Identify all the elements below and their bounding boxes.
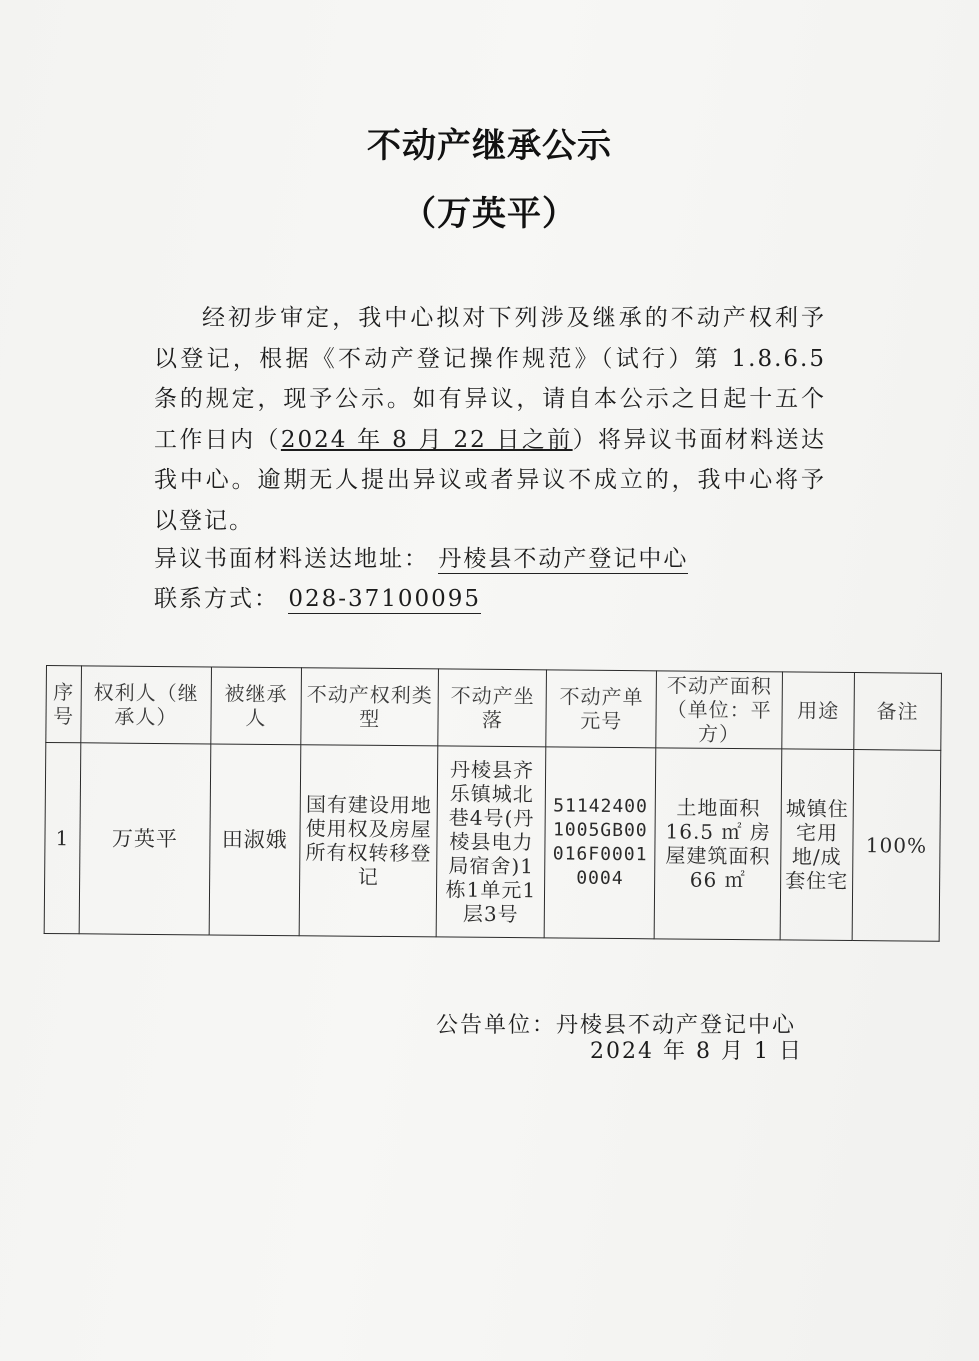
cell-usage: 城镇住宅用地/成套住宅 [780,749,854,941]
cell-decedent: 田淑娥 [209,744,301,936]
page-subtitle: （万英平） [402,194,577,234]
header-area: 不动产面积（单位：平方） [656,671,783,749]
objection-address-value: 丹棱县不动产登记中心 [438,546,689,572]
objection-address-label: 异议书面材料送达地址： [154,546,429,572]
objection-address-line [154,540,688,573]
page-title: 不动产继承公示 [367,126,612,166]
deadline-date: 2024 年 8 月 22 日之前 [280,426,573,453]
contact-phone: 028-37100095 [288,586,482,612]
cell-area: 土地面积 16.5 ㎡ 房屋建筑面积 66 ㎡ [654,748,782,940]
cell-unit-no: 511424001005GB00016F00010004 [544,747,656,939]
header-unit-no: 不动产单元号 [546,670,657,748]
cell-location: 丹棱县齐乐镇城北巷4号(丹棱县电力局宿舍)1栋1单元1层3号 [437,746,547,938]
header-note: 备注 [854,673,942,751]
cell-heir: 万英平 [79,743,211,935]
notice-text-part1: 经初步审定，我中心拟对下列涉及继承的不动产权利予以登记，根据《不动产登记操作规范》（试行）第 1.8.6.5 条的规定，现予公示。如有异议，请自本公示之日起十五个工作日内（ [154,305,826,453]
issuer-line: 公告单位：丹棱县不动产登记中心 [436,1013,797,1038]
notice-paragraph [154,298,826,541]
cell-right-type: 国有建设用地使用权及房屋所有权转移登记 [299,745,438,937]
cell-no: 1 [44,743,81,934]
contact-label: 联系方式： [154,586,279,612]
contact-line [154,580,481,613]
table-header-row [46,666,942,751]
header-decedent: 被继承人 [211,667,302,745]
header-heir: 权利人（继承人） [81,666,212,744]
issue-date: 2024 年 8 月 1 日 [590,1039,803,1064]
notice-text-part2: ）将异议书面材料送达我中心。逾期无人提出异议或者异议不成立的，我中心将予以登记。 [154,426,826,534]
cell-note: 100% [852,750,941,942]
header-right-type: 不动产权利类型 [301,668,439,746]
table-row [44,743,941,942]
header-no: 序号 [46,666,82,743]
header-usage: 用途 [782,672,855,750]
header-location: 不动产坐落 [438,669,547,747]
inheritance-table [44,665,942,942]
